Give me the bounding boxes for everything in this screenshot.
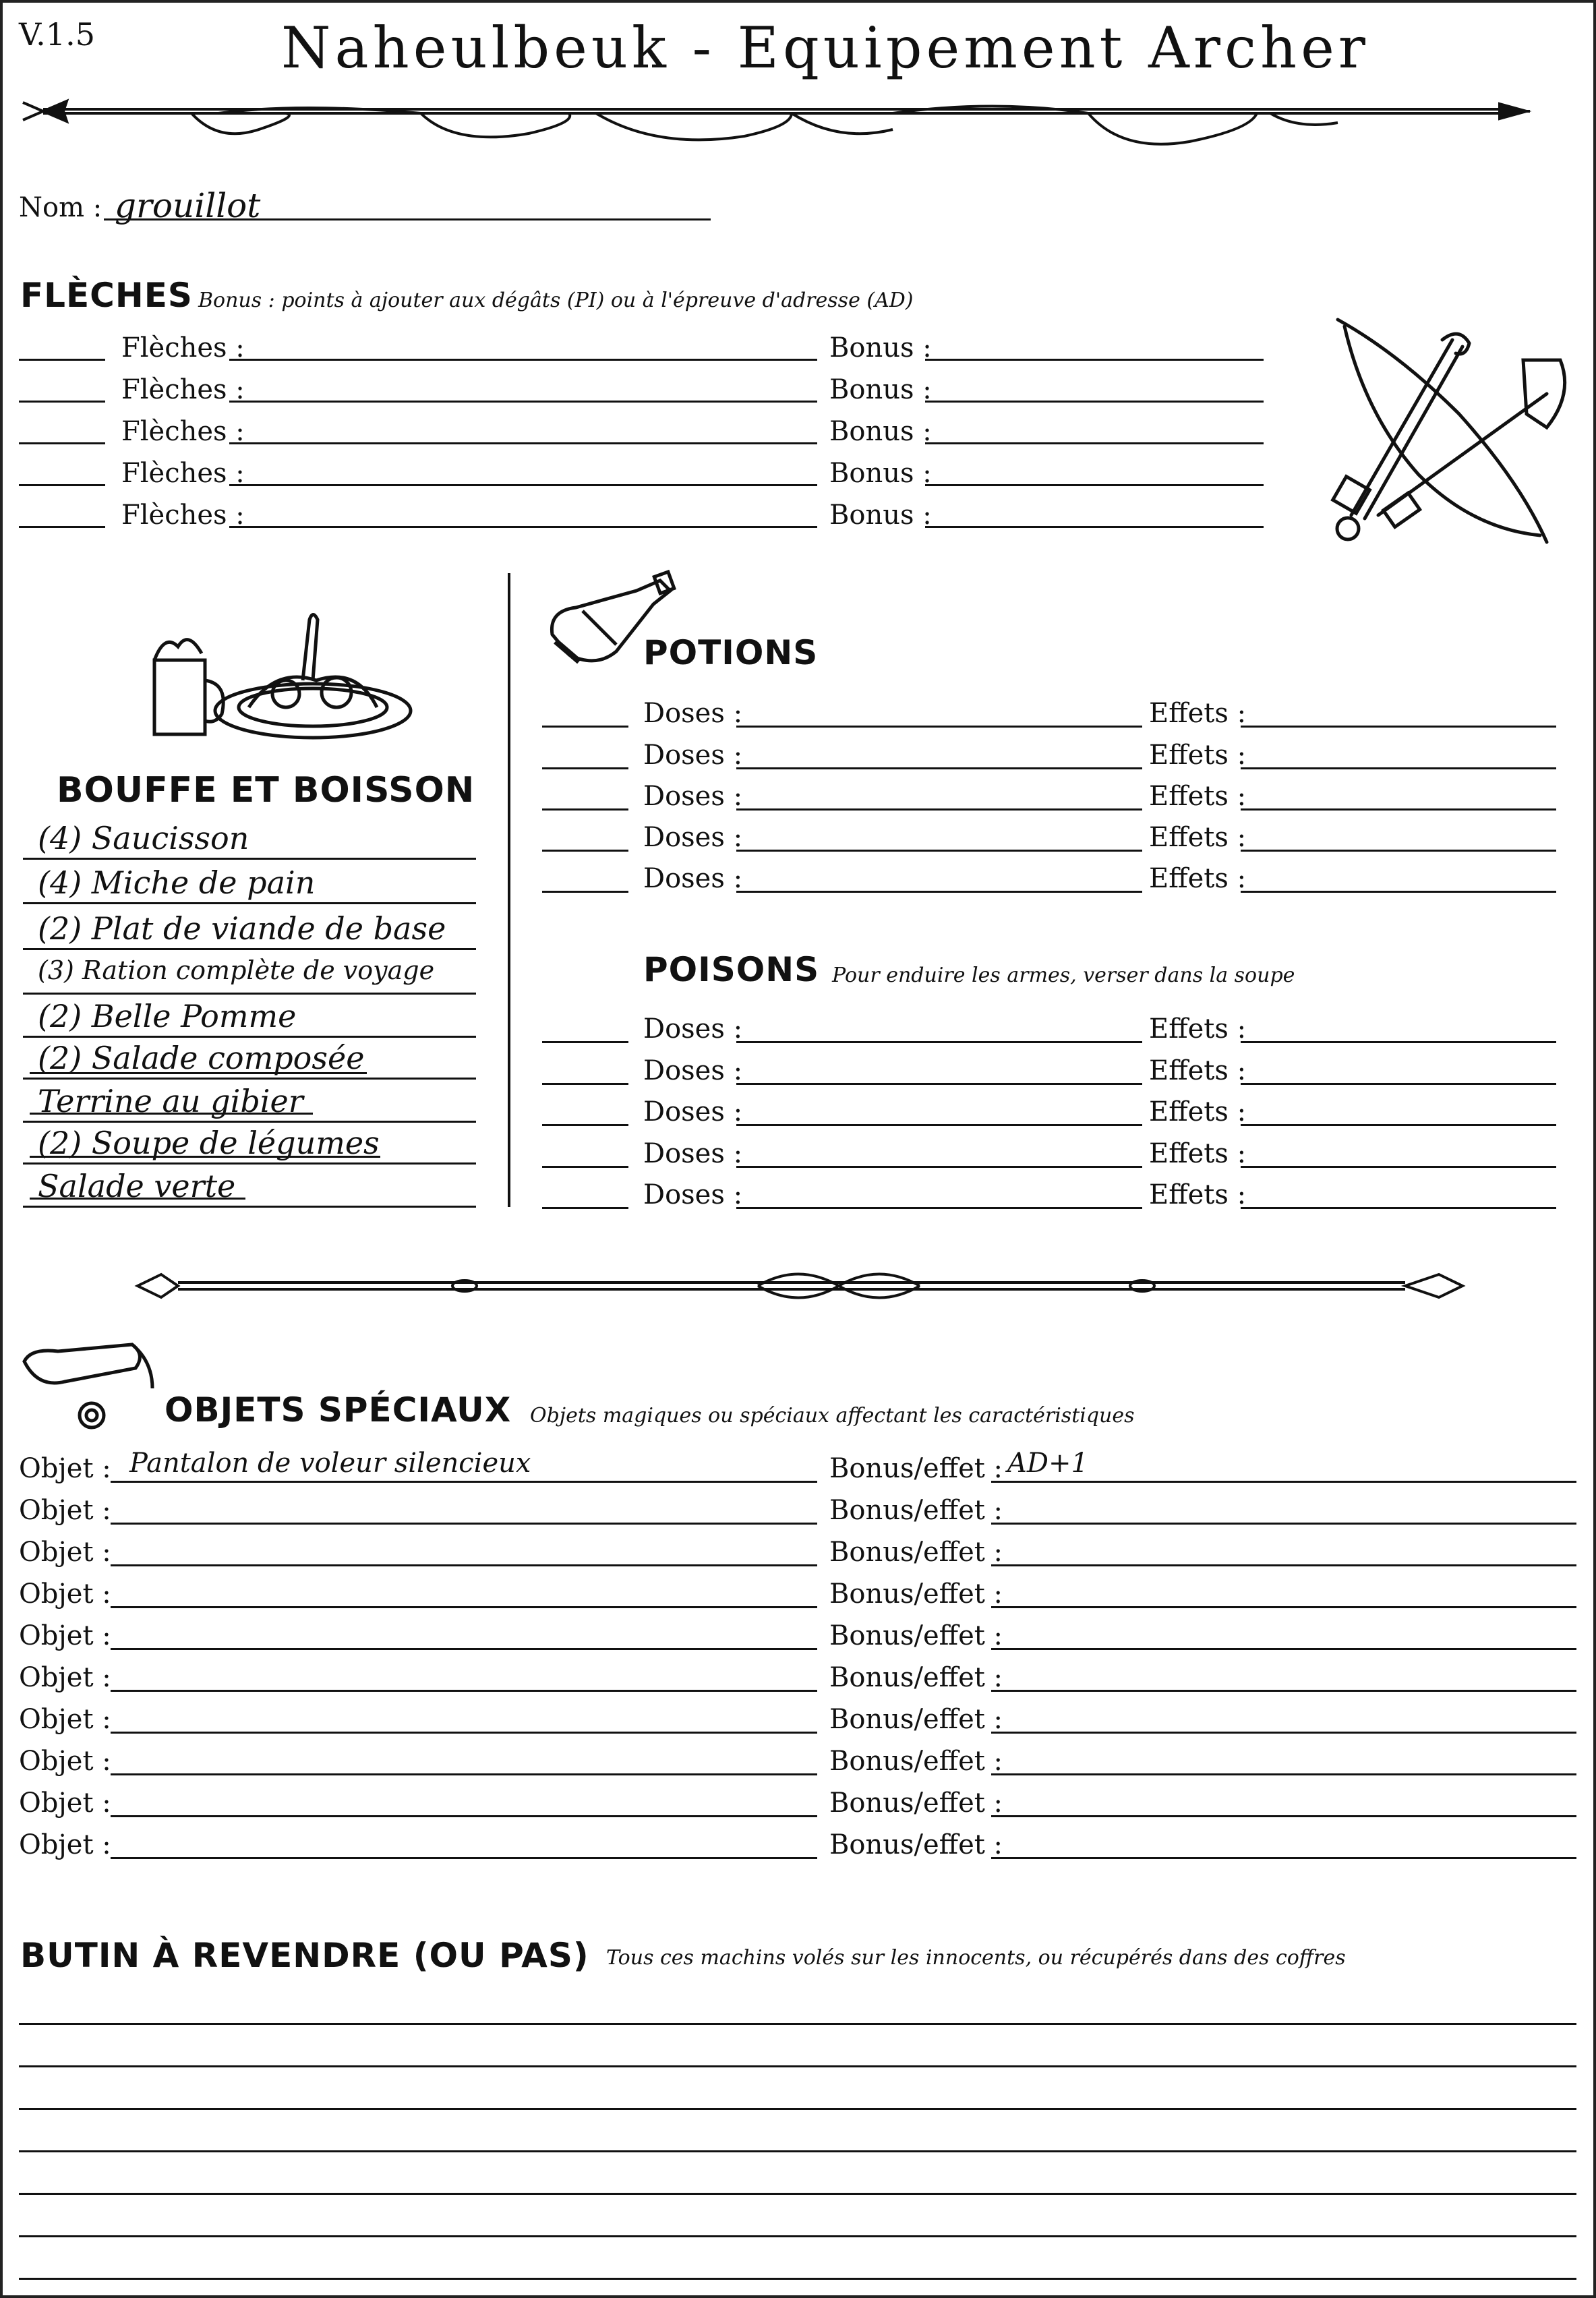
poisons-qty-line[interactable] (542, 1041, 628, 1043)
poisons-effets-line[interactable] (1241, 1124, 1556, 1126)
objet-bonus-line[interactable] (991, 1606, 1576, 1608)
objet-line[interactable] (111, 1606, 817, 1608)
objet-bonus-line[interactable] (991, 1857, 1576, 1859)
potions-qty-line[interactable] (542, 808, 628, 811)
potions-effets-line[interactable] (1241, 808, 1556, 811)
arrow-divider-icon (16, 89, 1533, 150)
objet-bonus-label: Bonus/effet : (829, 1453, 1003, 1484)
potions-doses-line[interactable] (736, 808, 1142, 811)
food-item-line (23, 1078, 476, 1080)
food-item[interactable]: (4) Miche de pain (38, 864, 316, 901)
objet-bonus-line[interactable] (991, 1773, 1576, 1775)
poisons-effets-line[interactable] (1241, 1083, 1556, 1085)
nom-line (104, 218, 711, 220)
food-item-line (23, 858, 476, 860)
butin-subtitle: Tous ces machins volés sur les innocents, ou récupérés dans des coffres (606, 1946, 1346, 1970)
potions-effets-line[interactable] (1241, 891, 1556, 893)
fleches-name-line[interactable] (229, 442, 817, 444)
poisons-effets-line[interactable] (1241, 1207, 1556, 1209)
poisons-doses-line[interactable] (736, 1041, 1142, 1043)
objet-label: Objet : (19, 1495, 111, 1526)
poisons-effets-label: Effets : (1149, 1055, 1247, 1086)
objet-bonus-label: Bonus/effet : (829, 1746, 1003, 1777)
food-item[interactable]: (2) Plat de viande de base (38, 910, 446, 947)
objet-label: Objet : (19, 1746, 111, 1777)
objet-bonus-label: Bonus/effet : (829, 1495, 1003, 1526)
food-item[interactable]: (2) Salade composée (38, 1040, 365, 1076)
food-item-line (23, 993, 476, 995)
objet-line[interactable] (111, 1815, 817, 1817)
fleches-qty-line[interactable] (19, 359, 105, 361)
staff-divider-icon (131, 1262, 1466, 1309)
food-item[interactable]: (4) Saucisson (38, 820, 249, 856)
poisons-qty-line[interactable] (542, 1083, 628, 1085)
poisons-doses-label: Doses : (643, 1179, 743, 1210)
poisons-doses-label: Doses : (643, 1096, 743, 1127)
butin-line[interactable] (19, 2108, 1576, 2110)
food-strike-line (30, 1198, 245, 1200)
fleches-row-label: Flèches : (121, 458, 245, 489)
potions-effets-label: Effets : (1149, 740, 1247, 771)
page-title: Naheulbeuk - Equipement Archer (281, 15, 1369, 81)
fleches-qty-line[interactable] (19, 442, 105, 444)
potions-effets-label: Effets : (1149, 822, 1247, 853)
fleches-qty-line[interactable] (19, 484, 105, 486)
objet-bonus-line[interactable] (991, 1690, 1576, 1692)
objet-bonus-line[interactable] (991, 1732, 1576, 1734)
objet-label: Objet : (19, 1537, 111, 1568)
potions-doses-line[interactable] (736, 726, 1142, 728)
objet-bonus-line[interactable] (991, 1648, 1576, 1650)
objets-subtitle: Objets magiques ou spéciaux affectant les caractéristiques (530, 1404, 1135, 1427)
objet-line[interactable] (111, 1732, 817, 1734)
objet-bonus-label: Bonus/effet : (829, 1788, 1003, 1819)
poisons-doses-line[interactable] (736, 1083, 1142, 1085)
potions-effets-label: Effets : (1149, 863, 1247, 894)
fleches-bonus-line[interactable] (925, 359, 1264, 361)
potions-qty-line[interactable] (542, 891, 628, 893)
objet-bonus-value[interactable]: AD+1 (1007, 1448, 1088, 1479)
objet-bonus-line[interactable] (991, 1523, 1576, 1525)
fleches-qty-line[interactable] (19, 401, 105, 403)
potions-qty-line[interactable] (542, 726, 628, 728)
fleches-bonus-line[interactable] (925, 484, 1264, 486)
objet-line[interactable] (111, 1481, 817, 1483)
butin-line[interactable] (19, 2235, 1576, 2237)
butin-line[interactable] (19, 2193, 1576, 2195)
poisons-doses-label: Doses : (643, 1013, 743, 1044)
poisons-doses-line[interactable] (736, 1207, 1142, 1209)
potions-doses-label: Doses : (643, 822, 743, 853)
scroll-ring-icon (18, 1341, 159, 1436)
poisons-subtitle: Pour enduire les armes, verser dans la soupe (832, 964, 1295, 987)
objet-label: Objet : (19, 1620, 111, 1651)
poisons-effets-line[interactable] (1241, 1166, 1556, 1168)
fleches-row-label: Flèches : (121, 416, 245, 447)
food-item[interactable]: Terrine au gibier (38, 1083, 303, 1119)
poisons-doses-line[interactable] (736, 1124, 1142, 1126)
poisons-qty-line[interactable] (542, 1207, 628, 1209)
objets-title: OBJETS SPÉCIAUX (165, 1390, 512, 1430)
potions-doses-label: Doses : (643, 781, 743, 812)
fleches-title: FLÈCHES (20, 276, 193, 315)
butin-title: BUTIN À REVENDRE (OU PAS) (20, 1936, 589, 1975)
fleches-bonus-label: Bonus : (829, 374, 932, 405)
poisons-doses-label: Doses : (643, 1055, 743, 1086)
fleches-name-line[interactable] (229, 526, 817, 528)
poisons-effets-line[interactable] (1241, 1041, 1556, 1043)
fleches-row-label: Flèches : (121, 332, 245, 363)
food-item[interactable]: (3) Ration complète de voyage (38, 955, 435, 985)
objet-line[interactable] (111, 1690, 817, 1692)
food-strike-line (30, 1072, 367, 1074)
objet-label: Objet : (19, 1788, 111, 1819)
food-strike-line (30, 1113, 313, 1115)
potions-doses-label: Doses : (643, 863, 743, 894)
column-divider (508, 573, 510, 1207)
food-strike-line (30, 1156, 380, 1158)
potions-effets-line[interactable] (1241, 850, 1556, 852)
poisons-effets-label: Effets : (1149, 1179, 1247, 1210)
objet-line[interactable] (111, 1857, 817, 1859)
fleches-bonus-line[interactable] (925, 401, 1264, 403)
objet-value[interactable]: Pantalon de voleur silencieux (129, 1448, 531, 1479)
potions-effets-label: Effets : (1149, 698, 1247, 729)
fleches-row-label: Flèches : (121, 500, 245, 531)
butin-line[interactable] (19, 2065, 1576, 2067)
poisons-qty-line[interactable] (542, 1166, 628, 1168)
fleches-subtitle: Bonus : points à ajouter aux dégâts (PI) ou à l'épreuve d'adresse (AD) (198, 289, 914, 312)
food-platter-icon (141, 606, 411, 741)
objet-label: Objet : (19, 1453, 111, 1484)
potions-doses-line[interactable] (736, 767, 1142, 769)
poisons-qty-line[interactable] (542, 1124, 628, 1126)
butin-line[interactable] (19, 2023, 1576, 2025)
poisons-doses-label: Doses : (643, 1138, 743, 1169)
objet-bonus-label: Bonus/effet : (829, 1662, 1003, 1693)
objet-label: Objet : (19, 1829, 111, 1860)
objet-line[interactable] (111, 1523, 817, 1525)
butin-line[interactable] (19, 2278, 1576, 2280)
objet-bonus-label: Bonus/effet : (829, 1620, 1003, 1651)
food-item[interactable]: (2) Belle Pomme (38, 998, 297, 1034)
objet-line[interactable] (111, 1564, 817, 1566)
food-item[interactable]: Salade verte (38, 1168, 236, 1204)
fleches-qty-line[interactable] (19, 526, 105, 528)
food-item-line (23, 948, 476, 950)
potions-effets-line[interactable] (1241, 726, 1556, 728)
objet-bonus-label: Bonus/effet : (829, 1704, 1003, 1735)
objet-label: Objet : (19, 1662, 111, 1693)
fleches-bonus-line[interactable] (925, 526, 1264, 528)
food-item-line (23, 1162, 476, 1165)
objet-bonus-line[interactable] (991, 1481, 1576, 1483)
objet-bonus-label: Bonus/effet : (829, 1537, 1003, 1568)
potions-doses-line[interactable] (736, 850, 1142, 852)
potions-qty-line[interactable] (542, 767, 628, 769)
fleches-bonus-label: Bonus : (829, 458, 932, 489)
objet-label: Objet : (19, 1579, 111, 1610)
objet-bonus-label: Bonus/effet : (829, 1579, 1003, 1610)
fleches-row-label: Flèches : (121, 374, 245, 405)
poisons-effets-label: Effets : (1149, 1096, 1247, 1127)
objet-line[interactable] (111, 1648, 817, 1650)
butin-line[interactable] (19, 2150, 1576, 2152)
objet-line[interactable] (111, 1773, 817, 1775)
objet-bonus-label: Bonus/effet : (829, 1829, 1003, 1860)
version-label: V.1.5 (19, 16, 95, 53)
potions-qty-line[interactable] (542, 850, 628, 852)
objet-bonus-line[interactable] (991, 1815, 1576, 1817)
potions-effets-label: Effets : (1149, 781, 1247, 812)
fleches-name-line[interactable] (229, 401, 817, 403)
poisons-doses-line[interactable] (736, 1166, 1142, 1168)
potions-title: POTIONS (643, 633, 819, 672)
food-item-line (23, 902, 476, 904)
crossed-weapons-icon (1324, 313, 1574, 556)
objet-label: Objet : (19, 1704, 111, 1735)
nom-label: Nom : (19, 192, 102, 223)
poisons-effets-label: Effets : (1149, 1013, 1247, 1044)
fleches-name-line[interactable] (229, 484, 817, 486)
fleches-bonus-label: Bonus : (829, 416, 932, 447)
nom-value[interactable]: grouillot (115, 186, 261, 225)
food-item[interactable]: (2) Soupe de légumes (38, 1125, 380, 1161)
fleches-bonus-label: Bonus : (829, 500, 932, 531)
poisons-effets-label: Effets : (1149, 1138, 1247, 1169)
food-item-line (23, 1121, 476, 1123)
food-item-line (23, 1206, 476, 1208)
fleches-bonus-line[interactable] (925, 442, 1264, 444)
fleches-name-line[interactable] (229, 359, 817, 361)
objet-bonus-line[interactable] (991, 1564, 1576, 1566)
potions-doses-label: Doses : (643, 740, 743, 771)
food-item-line (23, 1036, 476, 1038)
bouffe-title: BOUFFE ET BOISSON (57, 770, 475, 811)
fleches-bonus-label: Bonus : (829, 332, 932, 363)
poisons-title: POISONS (643, 950, 820, 989)
potions-effets-line[interactable] (1241, 767, 1556, 769)
potions-doses-label: Doses : (643, 698, 743, 729)
potions-doses-line[interactable] (736, 891, 1142, 893)
